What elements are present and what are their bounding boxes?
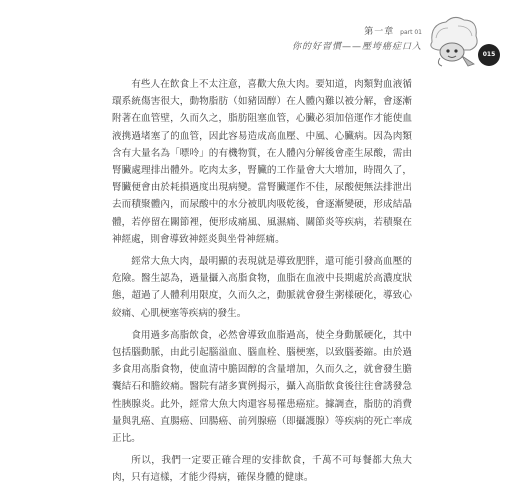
paragraph: 所以，我們一定要正確合理的安排飲食，千萬不可每餐都大魚大肉，只有這樣，才能少得病，確保身體的健康。	[112, 455, 412, 484]
chapter-subtitle: 你的好習慣——壓垮癌症口入	[291, 42, 422, 52]
paragraph: 經常大魚大肉，最明顯的表現就是導致肥胖，還可能引發高血壓的危險。醫生認為，過量攝入高脂食物，血脂在血液中長期處於高濃度狀態，超過了人體利用限度，久而久之，動脈就會發生粥樣硬化，導致心絞痛、心肌梗塞等疾病的發生。	[112, 256, 412, 319]
running-header	[0, 6, 520, 74]
paragraph: 食用過多高脂飲食，必然會導致血脂過高，使全身動脈硬化，其中包括腦動脈，由此引起腦溢血、腦血栓、腦梗塞，以致腦萎縮。由於過多食用高脂食物，使血清中膽固醇的含量增加，久而久之，就會發生膽囊結石和膽絞痛。醫院有諸多實例揭示，攝入高脂飲食後往往會誘發急性胰腺炎。此外，經常大魚大肉還容易罹患癌症。據調查，脂肪的消費量與乳癌、直腸癌、回腸癌、前列腺癌（即攝護腺）等疾病的死亡率成正比。	[112, 329, 412, 445]
part-en-label: part 01	[400, 29, 422, 36]
chef-mascot-icon	[424, 12, 484, 68]
part-label: 第一章	[364, 27, 395, 37]
body-text	[112, 76, 412, 492]
header-text	[292, 24, 422, 52]
page-number: 015	[478, 44, 500, 66]
paragraph: 有些人在飲食上不太注意，喜歡大魚大肉。要知道，肉類對血液循環系統傷害很大，動物脂肪（如豬固醇）在人體內難以被分解，會逐漸附著在血管壁，久而久之，脂肪阻塞血管，心臟必須加倍運作才能使血液携過堵塞了的血管，因此容易造成高血壓、中風、心臟病。因為肉類含有大量名為「嘌呤」的有機物質，在人體內分解後會產生尿酸，需由腎臟處理排出體外。吃肉太多，腎臟的工作量會大大增加，時間久了，腎臟便會由於耗損過度出現病變。當腎臟運作不佳，尿酸便無法排泄出去而積聚體內，而尿酸中的水分被肌肉吸乾後，會逐漸變硬，形成結晶體，若停留在關節裡，便形成痛風、風濕痛、關節炎等疾病，若積聚在神經處，則會導致神經炎與坐骨神經痛。	[112, 79, 412, 245]
part-line	[292, 24, 422, 37]
